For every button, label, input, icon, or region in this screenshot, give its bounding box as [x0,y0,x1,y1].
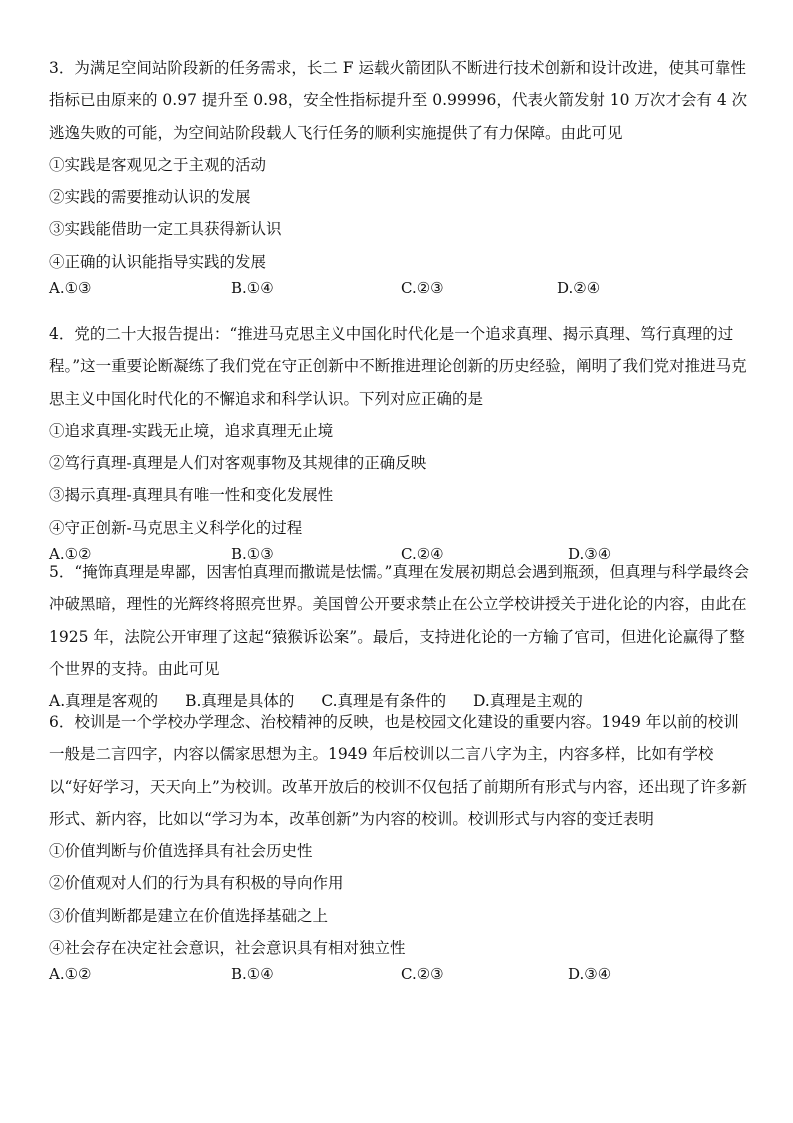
question-6-option-1: ①价值判断与价值选择具有社会历史性 [49,842,313,861]
question-3-option-3: ③实践能借助一定工具获得新认识 [49,220,282,239]
question-4-option-4: ④守正创新-马克思主义科学化的过程 [49,518,303,537]
question-6-choice-b[interactable]: B.①④ [231,965,274,984]
question-6-option-4: ④社会存在决定社会意识，社会意识具有相对独立性 [49,939,406,958]
question-4-choice-a[interactable]: A.①② [49,545,92,564]
question-5-choice-c[interactable]: C.真理是有条件的 [321,692,447,711]
question-3-option-1: ①实践是客观见之于主观的活动 [49,155,267,174]
question-5-choice-d[interactable]: D.真理是主观的 [473,692,583,711]
question-5 [49,556,749,717]
question-6-option-3: ③价值判断都是建立在价值选择基础之上 [49,906,329,925]
question-3-choice-d[interactable]: D.②④ [557,279,601,298]
question-4-choice-d[interactable]: D.③④ [568,545,612,564]
question-3-choices [49,278,749,304]
question-4-option-1: ①追求真理-实践无止境，追求真理无止境 [49,421,334,440]
question-6-choices [49,964,749,990]
question-4-option-3: ③揭示真理-真理具有唯一性和变化发展性 [49,486,334,505]
question-4-option-2: ②笃行真理-真理是人们对客观事物及其规律的正确反映 [49,454,427,473]
question-4-choice-b[interactable]: B.①③ [231,545,274,564]
question-5-choice-b[interactable]: B.真理是具体的 [185,692,295,711]
question-3-choice-b[interactable]: B.①④ [231,279,274,298]
question-4-stem: 4．党的二十大报告提出：“推进马克思主义中国化时代化是一个追求真理、揭示真理、笃行真理的过程。”这一重要论断凝练了我们党在守正创新中不断推进理论创新的历史经验，阐明了我们党对推进马克思主义中国化时代化的不懈追求和科学认识。下列对应正确的是 [49,325,747,408]
question-6 [49,706,749,990]
question-3-option-2: ②实践的需要推动认识的发展 [49,188,251,207]
question-6-option-2: ②价值观对人们的行为具有积极的导向作用 [49,874,344,893]
question-5-stem: 5．“掩饰真理是卑鄙，因害怕真理而撒谎是怯懦。”真理在发展初期总会遇到瓶颈，但真理与科学最终会冲破黑暗，理性的光辉终将照亮世界。美国曾公开要求禁止在公立学校讲授关于进化论的内容，由此在 1925 年，法院公开审理了这起“猿猴诉讼案”。最后，支持进化论的一方输了官司，但进化论赢得了整个世界的支持。由此可见 [49,563,749,678]
question-6-stem: 6．校训是一个学校办学理念、治校精神的反映，也是校园文化建设的重要内容。1949 年以前的校训一般是二言四字，内容以儒家思想为主。1949 年后校训以二言八字为主，内容多样，比如有学校以“好好学习，天天向上”为校训。改革开放后的校训不仅包括了前期所有形式与内容，还出现了许多新形式、新内容，比如以“学习为本，改革创新”为内容的校训。校训形式与内容的变迁表明 [49,713,747,828]
question-4 [49,318,749,570]
question-3-option-4: ④正确的认识能指导实践的发展 [49,252,267,271]
question-3-choice-c[interactable]: C.②③ [401,279,444,298]
question-3-choice-a[interactable]: A.①③ [49,279,92,298]
question-5-choice-a[interactable]: A.真理是客观的 [49,692,159,711]
question-3-stem: 3．为满足空间站阶段新的任务需求，长二 F 运载火箭团队不断进行技术创新和设计改进，使其可靠性指标已由原来的 0.97 提升至 0.98，安全性指标提升至 0.99996，代表火箭发射 10 万次才会有 4 次逃逸失败的可能，为空间站阶段载人飞行任务的顺利实施提供了有力保障。由此可见 [49,59,748,142]
question-6-choice-a[interactable]: A.①② [49,965,92,984]
question-6-choice-c[interactable]: C.②③ [401,965,444,984]
question-3 [49,52,749,304]
question-6-choice-d[interactable]: D.③④ [568,965,612,984]
question-4-choice-c[interactable]: C.②④ [401,545,444,564]
